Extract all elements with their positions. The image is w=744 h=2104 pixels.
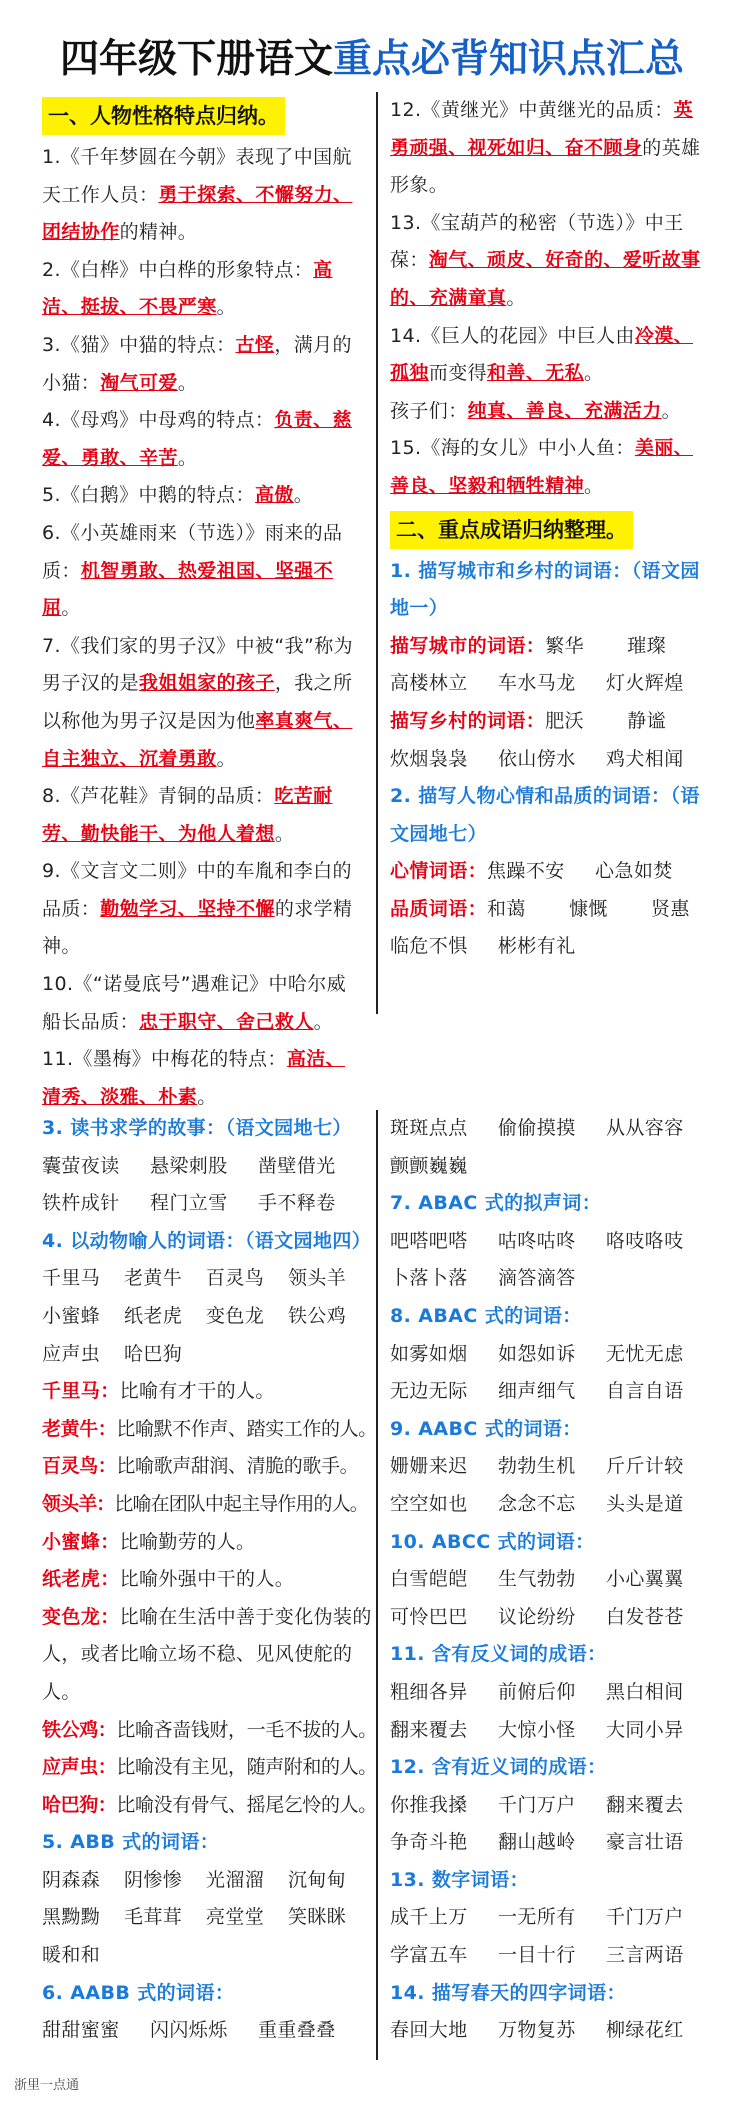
group-title: 8. ABAC 式的词语： bbox=[390, 1304, 582, 1327]
list-item: 4.《母鸡》中母鸡的特点：负责、慈爱、勇敢、辛苦。 bbox=[42, 409, 352, 469]
list-item: 3.《猫》中猫的特点：古怪，满月的小猫：淘气可爱。 bbox=[42, 333, 352, 394]
explain-row: 领头羊：比喻在团队中起主导作用的人。 bbox=[42, 1492, 368, 1515]
list-item: 8.《芦花鞋》青铜的品质：吃苦耐劳、勤快能干、为他人着想。 bbox=[42, 785, 333, 845]
word-row: 小蜜蜂 纸老虎 变色龙 铁公鸡 bbox=[42, 1304, 347, 1327]
group-title: 10. ABCC 式的词语： bbox=[390, 1530, 595, 1553]
section-2-header: 二、重点成语归纳整理。 bbox=[390, 511, 633, 549]
group-title: 11. 含有反义词的成语： bbox=[390, 1643, 607, 1666]
group-title: 4. 以动物喻人的词语：（语文园地四） bbox=[42, 1229, 372, 1252]
word-row: 高楼林立 车水马龙 灯火辉煌 bbox=[390, 672, 684, 695]
word-row: 吧嗒吧嗒 咕咚咕咚 咯吱咯吱 bbox=[390, 1229, 684, 1252]
word-row: 无边无际 细声细气 自言自语 bbox=[390, 1380, 684, 1403]
word-row: 如雾如烟 如怨如诉 无忧无虑 bbox=[390, 1342, 684, 1365]
word-row: 囊萤夜读 悬梁刺股 凿壁借光 bbox=[42, 1154, 336, 1177]
group-title: 1. 描写城市和乡村的词语：（语文园地一） bbox=[390, 559, 700, 620]
explain-row: 百灵鸟：比喻歌声甜润、清脆的歌手。 bbox=[42, 1455, 359, 1478]
group-title: 3. 读书求学的故事：（语文园地七） bbox=[42, 1117, 352, 1139]
word-row: 卜落卜落 滴答滴答 bbox=[390, 1267, 576, 1290]
word-row: 姗姗来迟 勃勃生机 斤斤计较 bbox=[390, 1455, 684, 1478]
list-item: 12.《黄继光》中黄继光的品质：英勇顽强、视死如归、奋不顾身的英雄形象。 bbox=[390, 99, 701, 197]
list-item: 5.《白鹅》中鹅的特点：高傲。 bbox=[42, 484, 314, 507]
explain-row: 应声虫：比喻没有主见，随声附和的人。 bbox=[42, 1756, 377, 1779]
word-row: 暖和和 bbox=[42, 1944, 101, 1967]
footer-watermark: 浙里一点通 bbox=[14, 2078, 80, 2093]
word-row: 心情词语：焦躁不安 心急如焚 bbox=[390, 860, 673, 883]
word-row: 千里马 老黄牛 百灵鸟 领头羊 bbox=[42, 1267, 347, 1290]
word-row: 斑斑点点 偷偷摸摸 从从容容 bbox=[390, 1117, 684, 1139]
word-row: 春回大地 万物复苏 柳绿花红 bbox=[390, 2019, 684, 2042]
group-title: 7. ABAC 式的拟声词： bbox=[390, 1192, 602, 1215]
column-divider-top bbox=[376, 92, 378, 1014]
list-item: 10.《“诺曼底号”遇难记》中哈尔威船长品质：忠于职守、舍己救人。 bbox=[42, 973, 347, 1033]
list-item: 6.《小英雄雨来（节选）》雨来的品质：机智勇敢、热爱祖国、坚强不屈。 bbox=[42, 521, 343, 620]
group-title: 2. 描写人物心情和品质的词语：（语文园地七） bbox=[390, 785, 700, 845]
word-row: 黑黝黝 毛茸茸 亮堂堂 笑眯眯 bbox=[42, 1906, 347, 1929]
word-row: 学富五车 一目十行 三言两语 bbox=[390, 1944, 684, 1967]
section-1-header: 一、人物性格特点归纳。 bbox=[42, 97, 285, 135]
word-row: 描写城市的词语：繁华 璀璨 bbox=[390, 634, 667, 657]
word-row: 描写乡村的词语：肥沃 静谧 bbox=[390, 709, 667, 732]
word-row: 可怜巴巴 议论纷纷 白发苍苍 bbox=[390, 1605, 684, 1628]
explain-row: 变色龙：比喻在生活中善于变化伪装的人，或者比喻立场不稳、见风使舵的人。 bbox=[42, 1605, 372, 1703]
word-row: 成千上万 一无所有 千门万户 bbox=[390, 1906, 684, 1929]
word-row: 甜甜蜜蜜 闪闪烁烁 重重叠叠 bbox=[42, 2019, 336, 2042]
word-row: 白雪皑皑 生气勃勃 小心翼翼 bbox=[390, 1568, 684, 1591]
bottom-right-column bbox=[390, 1110, 715, 2050]
word-row: 炊烟袅袅 依山傍水 鸡犬相闻 bbox=[390, 747, 684, 770]
explain-row: 老黄牛：比喻默不作声、踏实工作的人。 bbox=[42, 1417, 377, 1440]
word-row: 你推我搡 千门万户 翻来覆去 bbox=[390, 1793, 684, 1816]
list-item: 2.《白桦》中白桦的形象特点：高洁、挺拔、不畏严寒。 bbox=[42, 258, 333, 319]
group-title: 9. AABC 式的词语： bbox=[390, 1417, 582, 1440]
group-title: 14. 描写春天的四字词语： bbox=[390, 1981, 626, 2004]
list-item: 11.《墨梅》中梅花的特点：高洁、清秀、淡雅、朴素。 bbox=[42, 1048, 346, 1108]
list-item: 13.《宝葫芦的秘密（节选）》中王葆：淘气、顽皮、好奇的、爱听故事的、充满童真。 bbox=[390, 211, 701, 309]
list-item: 1.《千年梦圆在今朝》表现了中国航天工作人员：勇于探索、不懈努力、团结协作的精神。 bbox=[42, 146, 353, 244]
group-title: 12. 含有近义词的成语： bbox=[390, 1756, 607, 1779]
explain-row: 哈巴狗：比喻没有骨气、摇尾乞怜的人。 bbox=[42, 1793, 377, 1816]
word-row: 粗细各异 前俯后仰 黑白相间 bbox=[390, 1680, 684, 1703]
word-row: 空空如也 念念不忘 头头是道 bbox=[390, 1492, 684, 1515]
title-part-1: 四年级下册语文 bbox=[59, 37, 333, 82]
word-row: 争奇斗艳 翻山越岭 豪言壮语 bbox=[390, 1831, 684, 1854]
word-row: 翻来覆去 大惊小怪 大同小异 bbox=[390, 1718, 684, 1741]
explain-row: 千里马：比喻有才干的人。 bbox=[42, 1380, 275, 1403]
list-item: 15.《海的女儿》中小人鱼：美丽、善良、坚毅和牺牲精神。 bbox=[390, 437, 694, 497]
explain-row: 纸老虎：比喻外强中干的人。 bbox=[42, 1568, 295, 1591]
title-part-2: 重点必背知识点汇总 bbox=[333, 37, 685, 82]
group-title: 5. ABB 式的词语： bbox=[42, 1831, 220, 1854]
word-row: 应声虫 哈巴狗 bbox=[42, 1342, 183, 1365]
explain-row: 小蜜蜂：比喻勤劳的人。 bbox=[42, 1530, 256, 1553]
word-row: 阴森森 阴惨惨 光溜溜 沉甸甸 bbox=[42, 1868, 347, 1891]
list-item: 孩子们：纯真、善良、充满活力。 bbox=[390, 399, 682, 422]
list-item: 7.《我们家的男子汉》中被“我”称为男子汉的是我姐姐家的孩子，我之所以称他为男子汉是因为他率真爽气、自主独立、沉着勇敢。 bbox=[42, 634, 354, 770]
bottom-left-column bbox=[42, 1110, 380, 2050]
word-row: 铁杵成针 程门立雪 手不释卷 bbox=[42, 1192, 336, 1215]
group-title: 13. 数字词语： bbox=[390, 1868, 529, 1891]
explain-row: 铁公鸡：比喻吝啬钱财，一毛不拔的人。 bbox=[42, 1718, 377, 1741]
word-row: 临危不惧 彬彬有礼 bbox=[390, 935, 576, 958]
group-title: 6. AABB 式的词语： bbox=[42, 1981, 235, 2004]
page-title bbox=[0, 34, 744, 86]
word-row: 颤颤巍巍 bbox=[390, 1154, 468, 1177]
top-right-column bbox=[390, 92, 712, 966]
word-row: 品质词语：和蔼 慷慨 贤惠 bbox=[390, 897, 690, 920]
top-left-column bbox=[42, 92, 364, 1116]
list-item: 9.《文言文二则》中的车胤和李白的品质：勤勉学习、坚持不懈的求学精神。 bbox=[42, 860, 353, 958]
list-item: 14.《巨人的花园》中巨人由冷漠、孤独而变得和善、无私。 bbox=[390, 324, 694, 385]
